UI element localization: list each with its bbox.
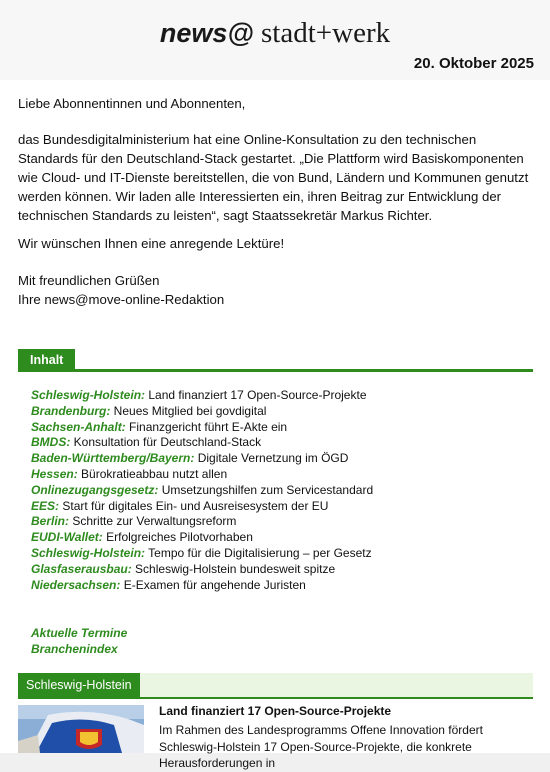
toc-item-title: Land finanziert 17 Open-Source-Projekte <box>145 388 367 402</box>
toc-item[interactable] <box>31 420 531 436</box>
masthead <box>0 0 550 80</box>
table-of-contents <box>31 388 531 593</box>
logo-stadt-werk: stadt+werk <box>253 17 391 49</box>
article-image-flag[interactable] <box>18 705 144 753</box>
toc-divider <box>18 369 533 372</box>
toc-item-title: Finanzgericht führt E-Akte ein <box>125 419 288 434</box>
link-branchenindex[interactable]: Branchenindex <box>31 642 118 656</box>
toc-heading: Inhalt <box>18 349 75 372</box>
toc-item[interactable] <box>31 435 531 451</box>
toc-item[interactable] <box>31 483 531 499</box>
reading-wish: Wir wünschen Ihnen eine anregende Lektüre! <box>18 236 285 251</box>
closing: Mit freundlichen Grüßen <box>18 273 160 288</box>
toc-item[interactable] <box>31 530 531 546</box>
logo-news: news@ <box>159 18 254 48</box>
toc-item-title: Konsultation für Deutschland-Stack <box>70 435 262 450</box>
toc-item-title: Schritte zur Verwaltungsreform <box>69 514 237 529</box>
article-teaser: Im Rahmen des Landesprogramms Offene Innovation fördert Schleswig-Holstein 17 Open-Source-Projekte, die konkrete Herausforderungen in <box>159 723 483 770</box>
article-title[interactable]: Land finanziert 17 Open-Source-Projekte <box>159 704 392 718</box>
toc-item-title: Umsetzungshilfen zum Servicestandard <box>158 482 374 497</box>
toc-item-region[interactable]: Niedersachsen: <box>31 577 121 592</box>
toc-item-region[interactable]: Onlinezugangsgesetz: <box>31 482 159 497</box>
toc-item-region[interactable]: Glasfaserausbau: <box>31 561 132 576</box>
newsletter-logo[interactable] <box>0 16 550 50</box>
toc-header <box>18 349 533 372</box>
toc-item[interactable] <box>31 546 531 562</box>
toc-item-region[interactable]: EES: <box>31 498 60 513</box>
toc-item-region[interactable]: Schleswig-Holstein: <box>31 545 146 560</box>
toc-item-title: E-Examen für angehende Juristen <box>120 577 306 592</box>
section-header-schleswig-holstein <box>18 673 533 699</box>
toc-item-title: Tempo für die Digitalisierung – per Gesetz <box>145 545 372 560</box>
section-label: Schleswig-Holstein <box>18 673 140 697</box>
toc-item-region[interactable]: EUDI-Wallet: <box>31 530 103 545</box>
flag-photo <box>18 705 144 753</box>
toc-item[interactable] <box>31 514 531 530</box>
toc-item[interactable] <box>31 404 531 420</box>
signature: Ihre news@move-online-Redaktion <box>18 292 225 307</box>
toc-item-region[interactable]: Brandenburg: <box>31 403 111 418</box>
toc-item[interactable] <box>31 388 531 404</box>
toc-item-title: Digitale Vernetzung im ÖGD <box>194 451 349 466</box>
intro-paragraph: das Bundesdigitalministerium hat eine Online-Konsultation zu den technischen Standards für den Deutschland-Stack gestartet. „Die Plattform wird Basiskomponenten wie Cloud- und IT-Dienste bereitstellen, die von Bund, Ländern und Kommunen genutzt werden können. Wir laden alle Interessierten ein, ihren Beitrag zur Entwicklung der technischen Standards zu leisten“, sagt Staatssekretär Markus Richter. <box>18 132 529 223</box>
toc-item[interactable] <box>31 499 531 515</box>
toc-item[interactable] <box>31 467 531 483</box>
toc-item-region[interactable]: BMDS: <box>31 435 71 450</box>
toc-item-title: Erfolgreiches Pilotvorhaben <box>102 530 253 545</box>
toc-item-region[interactable]: Berlin: <box>31 514 70 529</box>
toc-item-region[interactable]: Baden-Württemberg/Bayern: <box>31 451 195 466</box>
toc-item-region[interactable]: Hessen: <box>31 466 78 481</box>
toc-item-region[interactable]: Sachsen-Anhalt: <box>31 419 126 434</box>
toc-item[interactable] <box>31 578 531 594</box>
toc-item-title: Bürokratieabbau nutzt allen <box>77 466 228 481</box>
toc-item-title: Start für digitales Ein- und Ausreisesystem der EU <box>59 498 329 513</box>
link-aktuelle-termine[interactable]: Aktuelle Termine <box>31 626 128 640</box>
issue-date: 20. Oktober 2025 <box>413 55 534 72</box>
toc-item-title: Schleswig-Holstein bundesweit spitze <box>131 561 336 576</box>
toc-item[interactable] <box>31 562 531 578</box>
toc-item-region[interactable]: Schleswig-Holstein: <box>31 388 146 402</box>
greeting: Liebe Abonnentinnen und Abonnenten, <box>18 96 246 111</box>
toc-item[interactable] <box>31 451 531 467</box>
toc-item-title: Neues Mitglied bei govdigital <box>110 403 267 418</box>
